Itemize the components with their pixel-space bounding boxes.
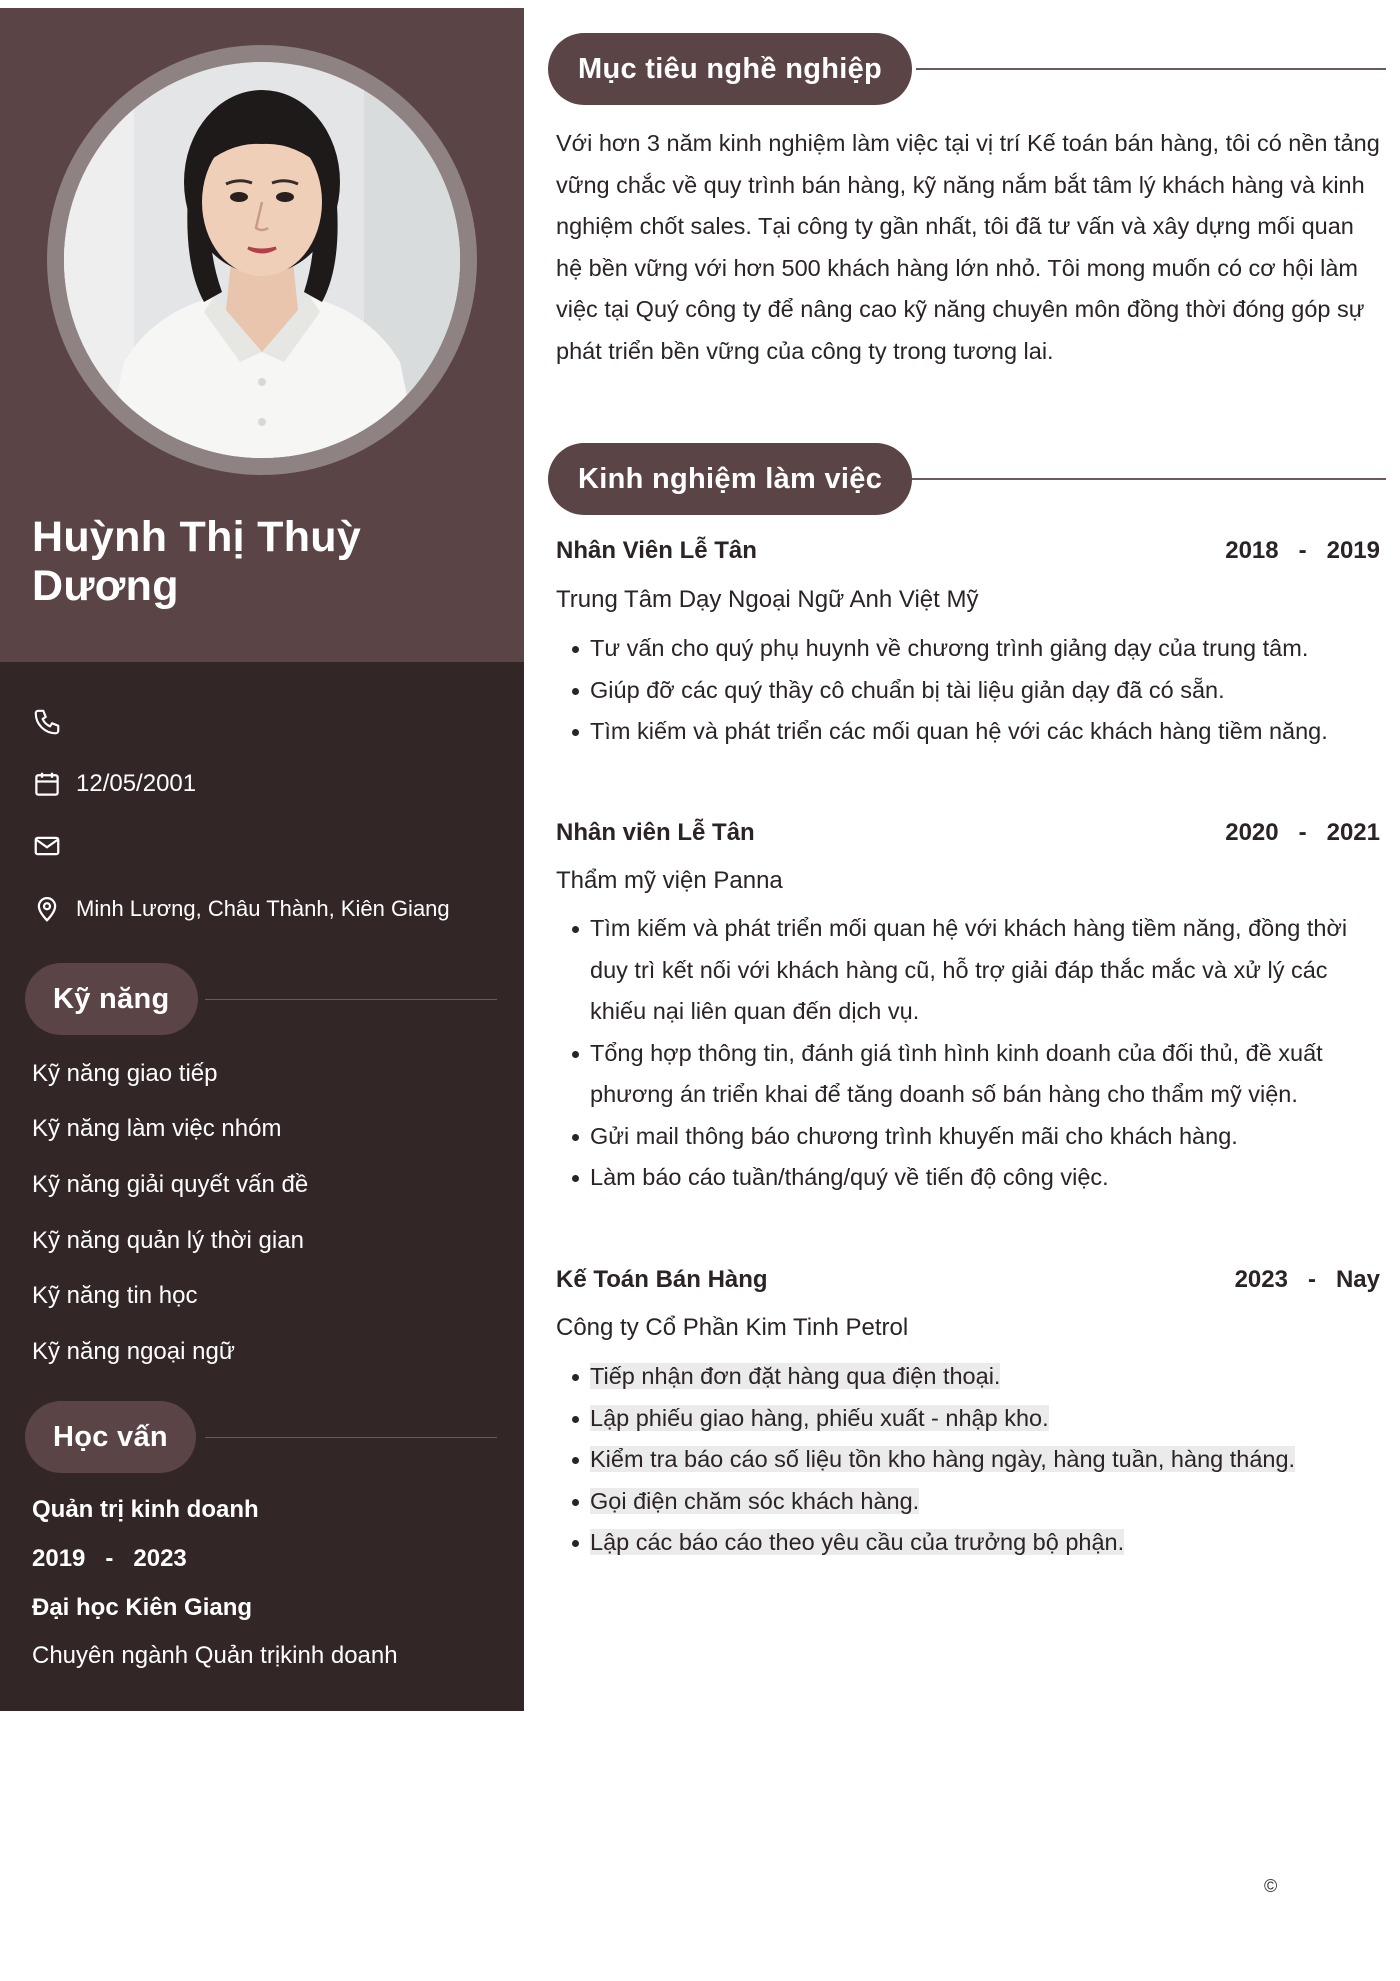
education-detail: Chuyên ngành Quản trịkinh doanh [32,1642,398,1669]
list-item [572,1522,1386,1564]
bullet-text: Kiểm tra báo cáo số liệu tồn kho hàng ngày, hàng tuần, hàng tháng. [590,1446,1296,1472]
profile-header [0,8,524,662]
job-years: 2020 - 2021 [1225,819,1380,846]
education-major: Quản trị kinh doanh [32,1496,259,1523]
bullet-text: Lập các báo cáo theo yêu cầu của trưởng bộ phận. [590,1529,1125,1555]
experience-heading: Kinh nghiệm làm việc [548,443,912,515]
avatar-portrait-illustration [64,62,460,458]
skill-item: Kỹ năng tin học [32,1282,198,1309]
avatar [64,62,460,458]
bullet-text: Gọi điện chăm sóc khách hàng. [590,1487,920,1514]
skills-heading-row [25,963,198,1035]
job-bullets [572,908,1386,1199]
job-bullets [572,1356,1386,1564]
skill-item: Kỹ năng quản lý thời gian [32,1227,304,1254]
candidate-name: Huỳnh Thị Thuỳ Dương [32,513,362,610]
job-years: 2023 - Nay [1234,1266,1380,1293]
list-item: Tổng hợp thông tin, đánh giá tình hình kinh doanh của đối thủ, đề xuất phương án triển khai để tăng doanh số bán hàng cho thẩm mỹ viện. [572,1033,1386,1116]
contact-address [32,892,450,926]
birthday-value: 12/05/2001 [76,770,197,797]
sidebar [0,8,524,1711]
education-school: Đại học Kiên Giang [32,1594,253,1621]
calendar-icon [32,769,62,799]
list-item: Giúp đỡ các quý thầy cô chuẩn bị tài liệu giản dạy đã có sẵn. [572,670,1386,712]
education-heading: Học vấn [25,1401,196,1473]
job-bullets [572,628,1386,753]
contact-email [32,829,76,863]
location-pin-icon [32,894,62,924]
avatar-frame [47,45,477,475]
list-item: Gửi mail thông báo chương trình khuyến mãi cho khách hàng. [572,1116,1386,1158]
job-company: Trung Tâm Dạy Ngoại Ngữ Anh Việt Mỹ [556,586,979,613]
mail-icon [32,831,62,861]
objective-divider [916,68,1386,70]
bullet-text: Lập phiếu giao hàng, phiếu xuất - nhập kho. [590,1404,1049,1431]
list-item: Làm báo cáo tuần/tháng/quý về tiến độ công việc. [572,1157,1386,1199]
job-title: Nhân Viên Lễ Tân [556,537,757,564]
list-item: Tư vấn cho quý phụ huynh về chương trình giảng dạy của trung tâm. [572,628,1386,670]
job-company: Công ty Cổ Phần Kim Tinh Petrol [556,1314,909,1341]
skill-item: Kỹ năng giải quyết vấn đề [32,1171,309,1198]
education-heading-row [25,1401,196,1473]
education-years: 2019 - 2023 [32,1545,187,1572]
skill-item: Kỹ năng giao tiếp [32,1060,218,1087]
objective-text: Với hơn 3 năm kinh nghiệm làm việc tại vị trí Kế toán bán hàng, tôi có nền tảng vững chắc về quy trình bán hàng, kỹ năng nắm bắt tâm lý khách hàng và kinh nghiệm chốt sales. Tại công ty gần nhất, tôi đã tư vấn và xây dựng mối quan hệ bền vững với hơn 500 khách hàng lớn nhỏ. Tôi mong muốn có cơ hội làm việc tại Quý công ty để nâng cao kỹ năng chuyên môn đồng thời đóng góp sự phát triển bền vững của công ty trong tương lai. [556,130,1380,364]
job-years: 2018 - 2019 [1225,537,1380,564]
job-title: Nhân viên Lễ Tân [556,819,755,846]
experience-divider [912,478,1386,480]
list-item [572,1439,1386,1481]
list-item [572,1481,1386,1523]
contact-birthday [32,767,196,801]
job-company: Thẩm mỹ viện Panna [556,867,783,894]
list-item: Tìm kiếm và phát triển mối quan hệ với khách hàng tiềm năng, đồng thời duy trì kết nối với khách hàng cũ, hỗ trợ giải đáp thắc mắc và xử lý các khiếu nại liên quan đến dịch vụ. [572,908,1386,1033]
skills-divider [205,999,497,1000]
skill-item: Kỹ năng làm việc nhóm [32,1115,282,1142]
copyright-mark: © [1264,1876,1278,1896]
contact-phone [32,705,76,739]
phone-icon [32,707,62,737]
list-item [572,1356,1386,1398]
address-value: Minh Lương, Châu Thành, Kiên Giang [76,896,450,921]
skill-item: Kỹ năng ngoại ngữ [32,1338,235,1365]
bullet-text: Tiếp nhận đơn đặt hàng qua điện thoại. [590,1363,1001,1389]
list-item: Tìm kiếm và phát triển các mối quan hệ với các khách hàng tiềm năng. [572,711,1350,753]
list-item [572,1398,1386,1440]
job-title: Kế Toán Bán Hàng [556,1266,768,1293]
skills-heading: Kỹ năng [25,963,198,1035]
objective-heading: Mục tiêu nghề nghiệp [548,33,912,105]
education-divider [205,1437,497,1438]
